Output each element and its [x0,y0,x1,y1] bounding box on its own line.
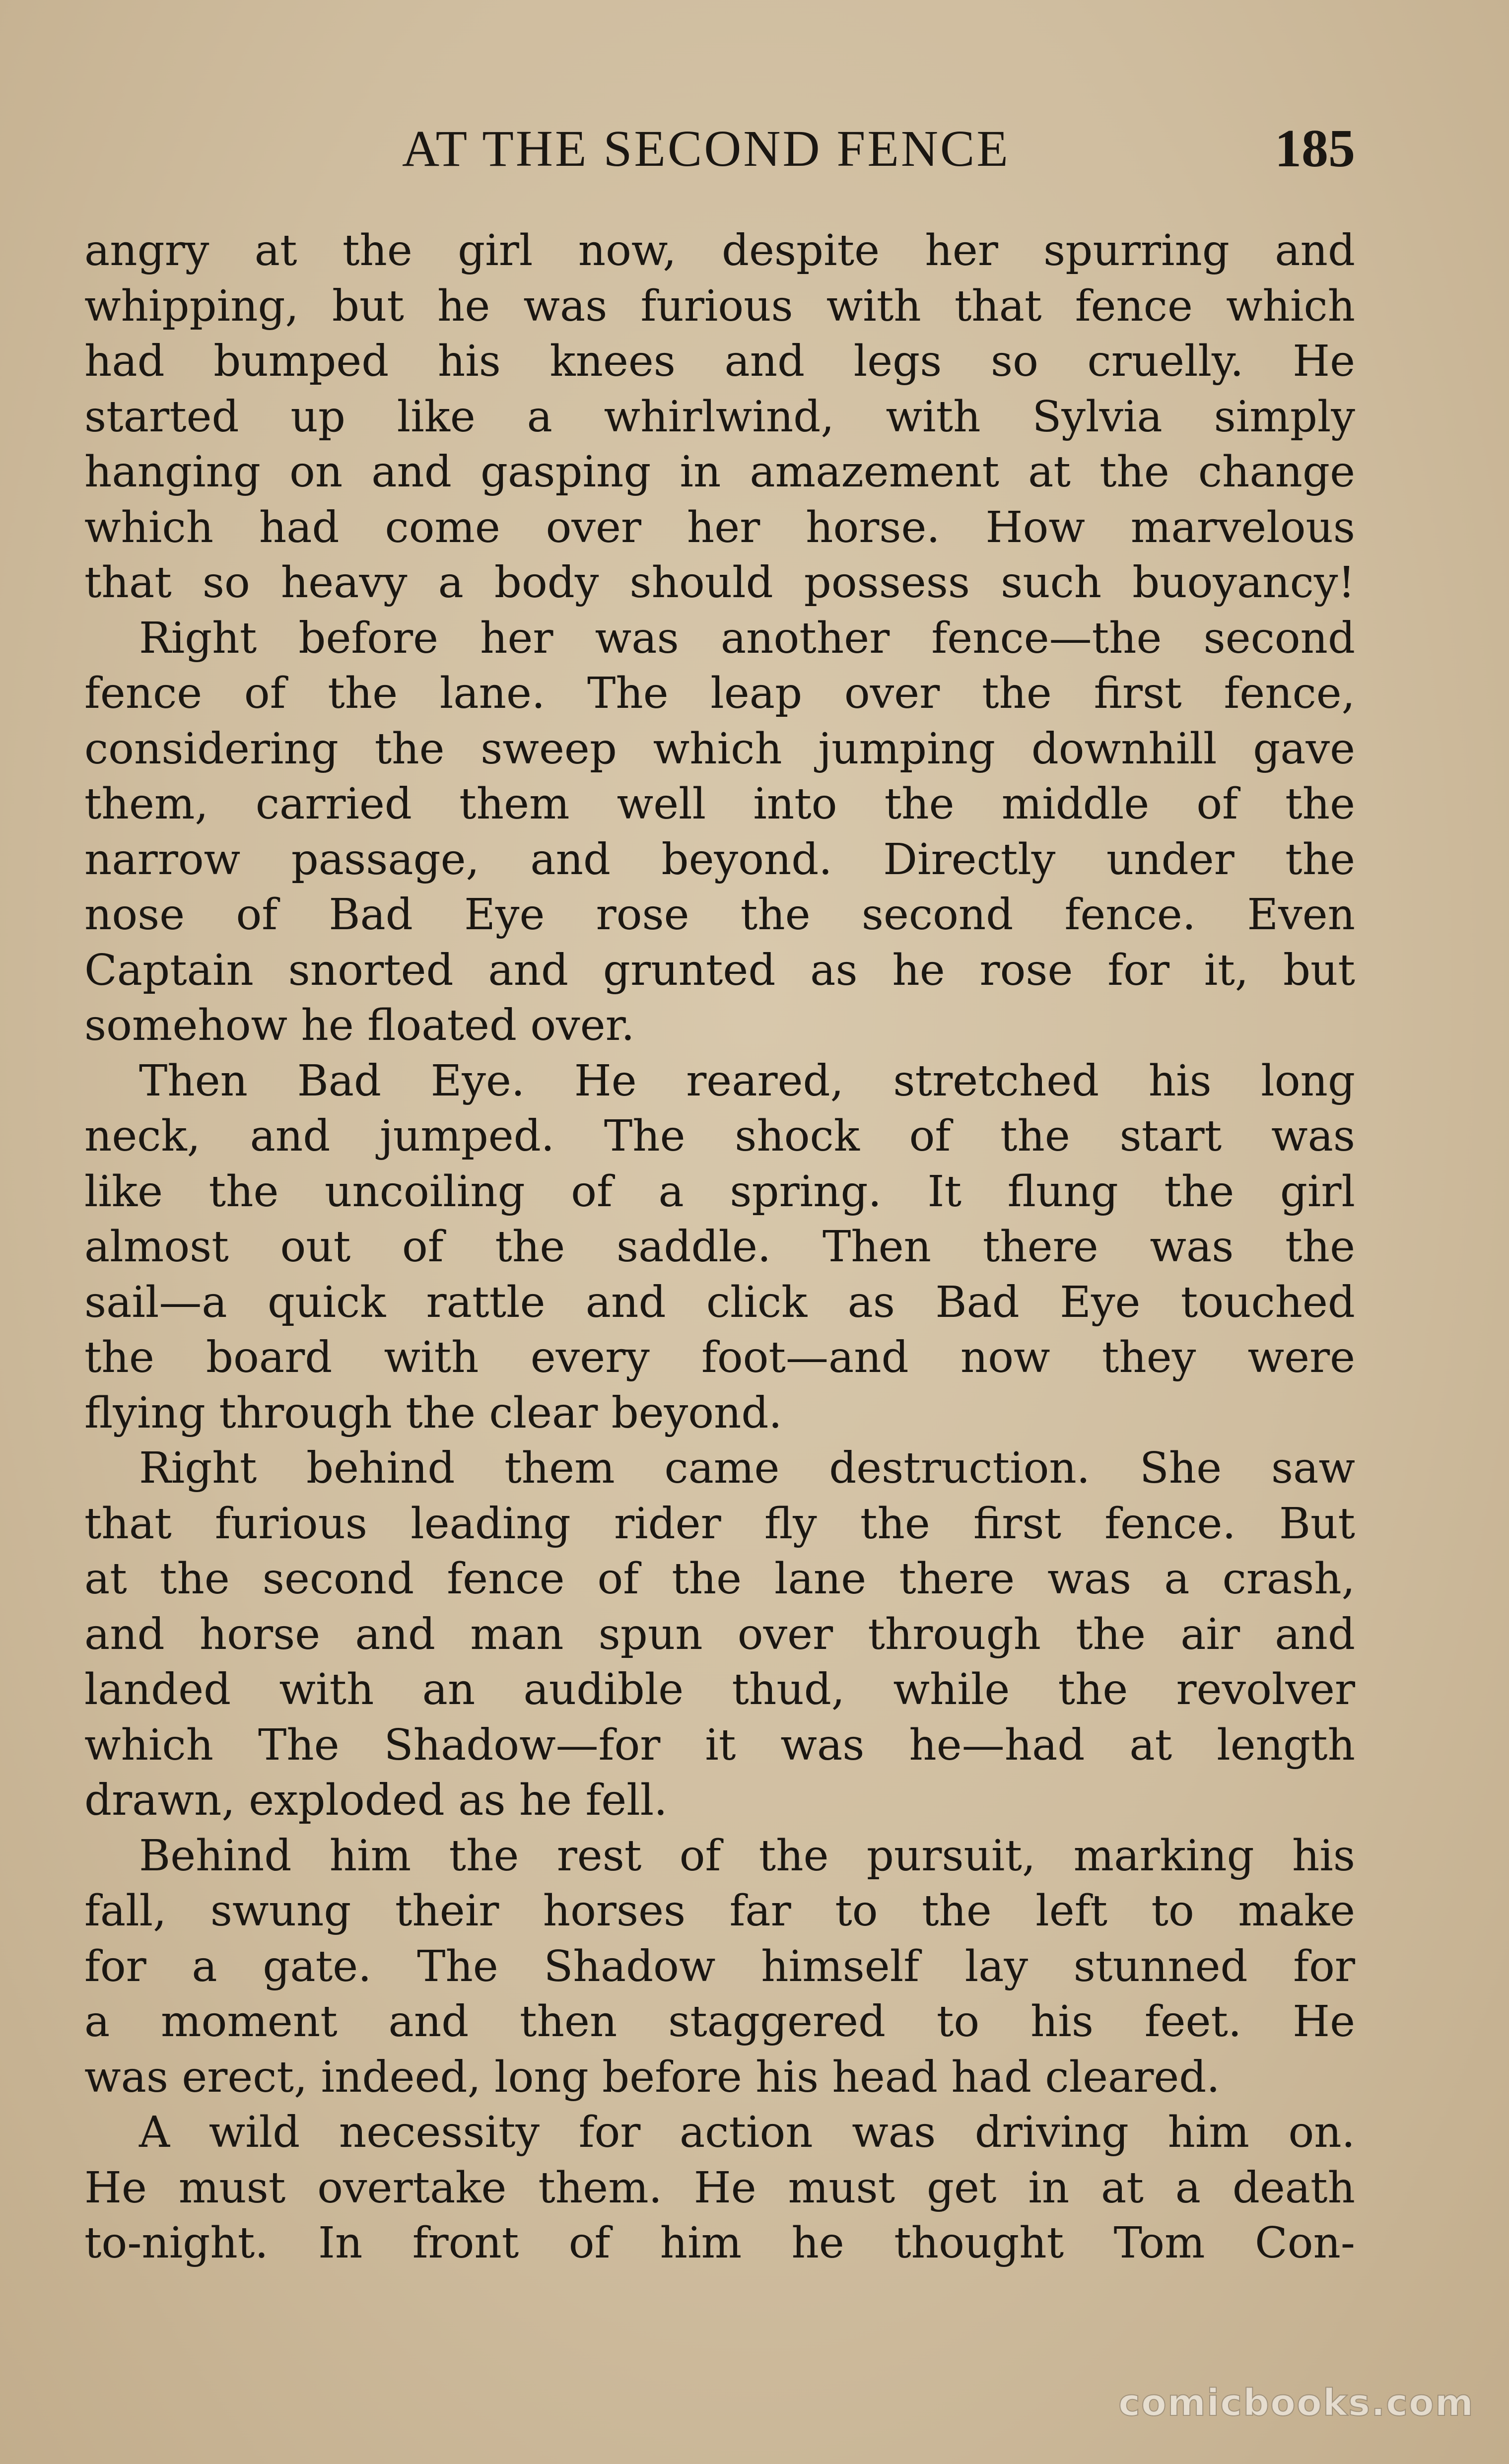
text-line: the board with every foot—and now they were [84,1333,1355,1382]
text-line: that furious leading rider fly the first fence. But [84,1499,1355,1549]
text-line: narrow passage, and beyond. Directly under the [84,834,1355,885]
page-number: 185 [1275,119,1355,178]
text-line: to-night. In front of him he thought Tom Con- [84,2218,1355,2268]
text-line: started up like a whirlwind, with Sylvia simply [84,392,1355,442]
paragraph-first-line: A wild necessity for action was driving him on. [139,2108,1355,2157]
paragraph-last-line: drawn, exploded as he fell. [84,1776,668,1825]
text-line: He must overtake them. He must get in at a death [84,2163,1355,2213]
paragraph-first-line: Then Bad Eye. He reared, stretched his long [139,1056,1355,1106]
text-line: sail—a quick rattle and click as Bad Eye touched [84,1277,1355,1327]
text-line: which had come over her horse. How marvelous [84,502,1355,552]
paragraph-first-line: Right before her was another fence—the second [139,613,1355,663]
text-line: neck, and jumped. The shock of the start was [84,1111,1355,1161]
text-line: fall, swung their horses far to the left to make [84,1886,1355,1936]
page-header [84,114,1355,184]
text-line: whipping, but he was furious with that fence which [84,281,1355,331]
text-line: Captain snorted and grunted as he rose for it, but [84,945,1355,995]
text-line: at the second fence of the lane there was a crash, [84,1554,1355,1604]
text-line: for a gate. The Shadow himself lay stunned for [84,1941,1355,1991]
paragraph-last-line: was erect, indeed, long before his head had cleared. [84,2052,1220,2102]
text-line: and horse and man spun over through the air and [84,1609,1355,1659]
text-line: fence of the lane. The leap over the first fence, [84,669,1355,718]
running-head: AT THE SECOND FENCE [402,120,1010,177]
paragraph-first-line: Right behind them came destruction. She saw [139,1443,1355,1493]
watermark: comicbooks.com [1118,2382,1474,2424]
paragraph-last-line: somehow he floated over. [84,1001,635,1050]
text-line: nose of Bad Eye rose the second fence. Even [84,890,1355,940]
text-line: which The Shadow—for it was he—had at length [84,1720,1355,1770]
text-line: angry at the girl now, despite her spurring and [84,226,1355,275]
text-line: hanging on and gasping in amazement at the change [84,447,1355,497]
text-line: that so heavy a body should possess such buoyancy! [84,558,1355,608]
paragraph-last-line: flying through the clear beyond. [84,1388,782,1438]
body-text [84,223,1355,2271]
text-line: had bumped his knees and legs so cruelly. He [84,337,1355,386]
text-line: a moment and then staggered to his feet. He [84,1997,1355,2047]
text-line: them, carried them well into the middle of the [84,779,1355,829]
text-line: almost out of the saddle. Then there was the [84,1222,1355,1272]
text-line: like the uncoiling of a spring. It flung the girl [84,1166,1355,1217]
text-line: landed with an audible thud, while the revolver [84,1665,1355,1714]
paragraph-first-line: Behind him the rest of the pursuit, marking his [139,1831,1355,1881]
text-line: considering the sweep which jumping downhill gave [84,724,1355,774]
